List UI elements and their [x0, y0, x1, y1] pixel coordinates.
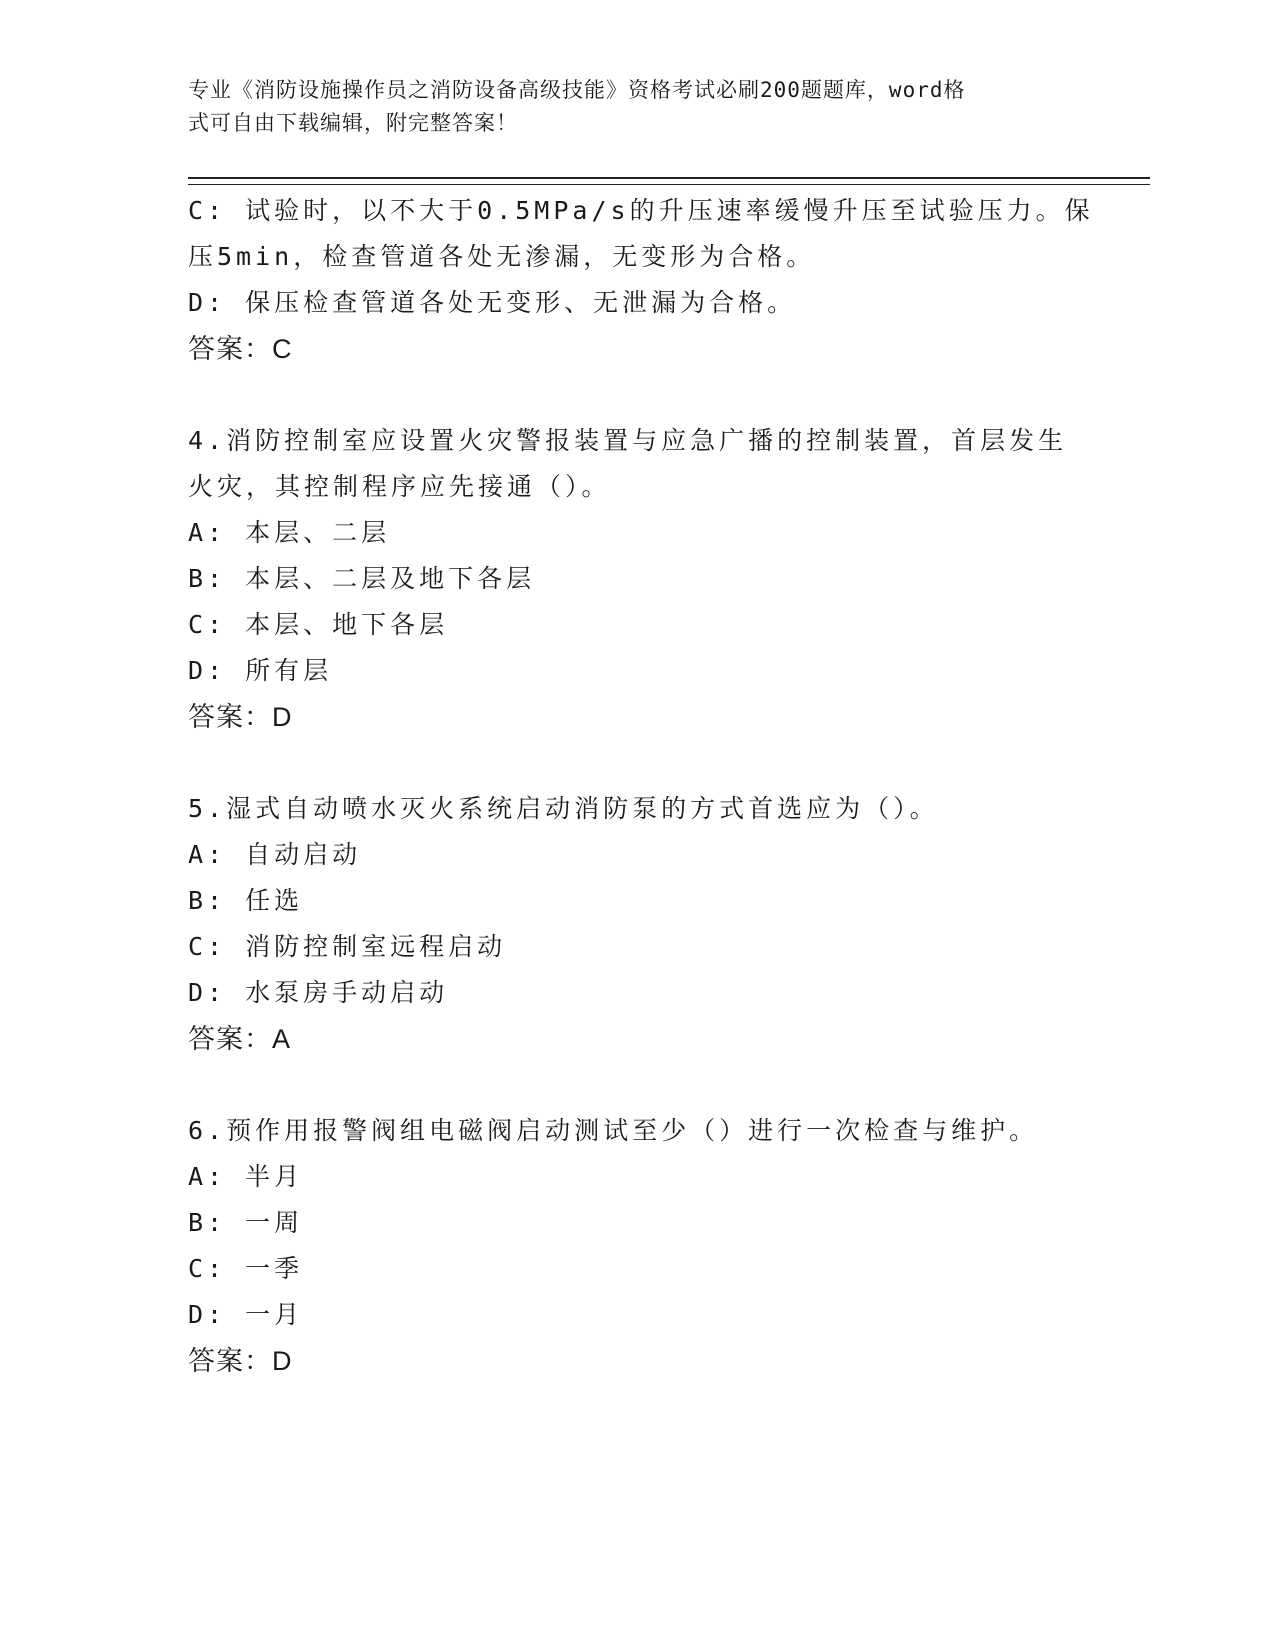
- option-c: C: 消防控制室远程启动: [188, 932, 507, 961]
- question-content: [188, 188, 1094, 1384]
- option-c: C: 本层、地下各层: [188, 610, 449, 639]
- question-3-continued: [188, 188, 1094, 372]
- option-b: B: 本层、二层及地下各层: [188, 564, 536, 593]
- option-c-continued: 压5min，检查管道各处无渗漏，无变形为合格。: [188, 242, 816, 271]
- option-d: D: 一月: [188, 1300, 304, 1329]
- option-d: D: 水泵房手动启动: [188, 978, 449, 1007]
- header-line-1: 专业《消防设施操作员之消防设备高级技能》资格考试必刷200题题库，word格: [188, 78, 966, 102]
- answer: 答案：A: [188, 1024, 292, 1054]
- option-a: A: 自动启动: [188, 840, 362, 869]
- question-stem-continued: 火灾，其控制程序应先接通（）。: [188, 472, 611, 501]
- answer: 答案：C: [188, 334, 293, 364]
- option-c: C: 一季: [188, 1254, 304, 1283]
- document-header: [188, 74, 1068, 140]
- question-stem: 6.预作用报警阀组电磁阀启动测试至少（）进行一次检查与维护。: [188, 1116, 1039, 1145]
- question-stem: 5.湿式自动喷水灭火系统启动消防泵的方式首选应为（）。: [188, 794, 939, 823]
- header-divider-thick: [188, 177, 1150, 179]
- spacer: [188, 740, 1068, 786]
- header-divider-thin: [188, 184, 1150, 185]
- answer: 答案：D: [188, 702, 293, 732]
- option-a: A: 半月: [188, 1162, 304, 1191]
- header-line-2: 式可自由下载编辑，附完整答案！: [188, 111, 518, 135]
- option-c: C: 试验时，以不大于0.5MPa/s的升压速率缓慢升压至试验压力。保: [188, 196, 1094, 225]
- option-a: A: 本层、二层: [188, 518, 391, 547]
- option-d: D: 保压检查管道各处无变形、无泄漏为合格。: [188, 288, 797, 317]
- question-4: [188, 418, 1068, 740]
- question-6: [188, 1108, 1068, 1384]
- option-b: B: 任选: [188, 886, 304, 915]
- question-5: [188, 786, 1068, 1062]
- answer: 答案：D: [188, 1346, 293, 1376]
- spacer: [188, 372, 1068, 418]
- question-stem: 4.消防控制室应设置火灾警报装置与应急广播的控制装置，首层发生: [188, 426, 1068, 455]
- option-d: D: 所有层: [188, 656, 333, 685]
- option-b: B: 一周: [188, 1208, 304, 1237]
- spacer: [188, 1062, 1068, 1108]
